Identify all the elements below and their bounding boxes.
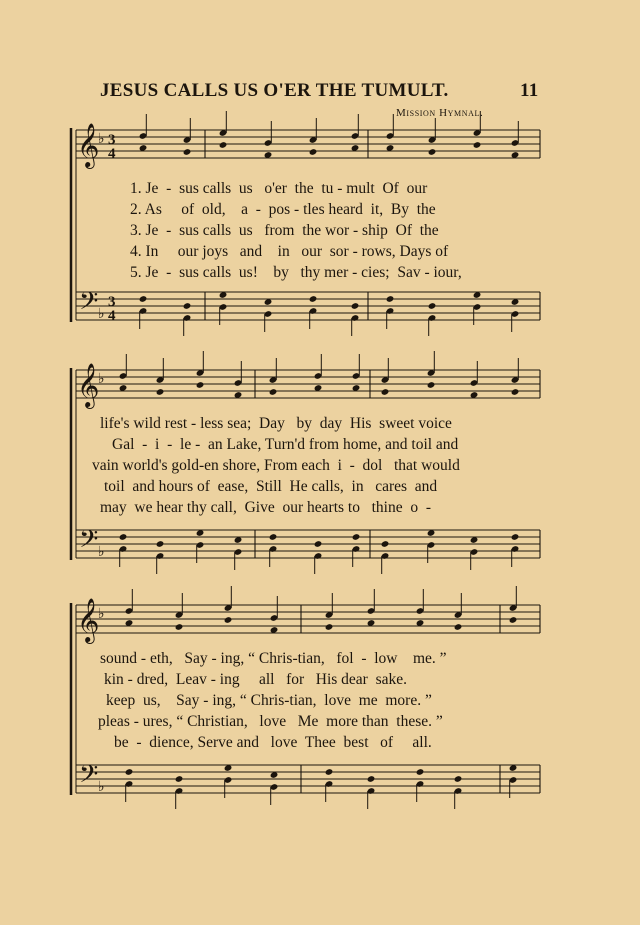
treble-clef-icon: 𝄞 xyxy=(77,598,100,642)
treble-clef-icon: 𝄞 xyxy=(77,363,100,407)
flat-icon: ♭ xyxy=(98,544,105,560)
lyric-line: sound - eth, Say - ing, “ Chris-tian, fol - low me. ” xyxy=(100,650,447,667)
note-head xyxy=(175,775,184,783)
lyric-line: 3. Je - sus calls us from the wor - ship Of the xyxy=(130,222,439,239)
note-head xyxy=(314,540,323,548)
lyric-line: vain world's gold-en shore, From each i - dol that would xyxy=(92,457,460,474)
note-head xyxy=(352,533,361,541)
lyric-line: kin - dred, Leav - ing all for His dear sake. xyxy=(104,671,408,688)
note-head xyxy=(473,141,482,149)
composer-credit: Mission Hymnal. xyxy=(396,107,484,119)
note-head xyxy=(427,381,436,389)
note-head xyxy=(381,388,390,396)
lyric-line: 4. In our joys and in our sor - rows, Days of xyxy=(130,243,449,260)
note-head xyxy=(175,623,184,631)
lyric-line: may we hear thy call, Give our hearts to thine o - xyxy=(100,499,431,516)
note-head xyxy=(416,768,425,776)
lyric-line: keep us, Say - ing, “ Chris-tian, love me more. ” xyxy=(106,692,432,709)
note-head xyxy=(196,381,205,389)
lyric-line: Gal - i - le - an Lake, Turn'd from home, and toil and xyxy=(112,436,459,453)
note-head xyxy=(119,533,128,541)
note-head xyxy=(428,302,437,310)
flat-icon: ♭ xyxy=(98,306,105,322)
bass-clef-icon: 𝄢 xyxy=(79,525,99,560)
note-head xyxy=(511,533,520,541)
note-head xyxy=(309,148,318,156)
time-signature-top: 3 xyxy=(108,132,116,148)
note-head xyxy=(351,302,360,310)
note-head xyxy=(156,540,165,548)
note-head xyxy=(125,768,134,776)
treble-clef-icon: 𝄞 xyxy=(77,123,100,167)
lyric-line: 5. Je - sus calls us! by thy mer - cies; Sav - iour, xyxy=(130,264,462,281)
note-head xyxy=(269,388,278,396)
lyric-line: 2. As of old, a - pos - tles heard it, By the xyxy=(130,201,436,218)
note-head xyxy=(325,768,334,776)
flat-icon: ♭ xyxy=(98,131,105,147)
bass-clef-icon: 𝄢 xyxy=(79,287,99,322)
bass-clef-icon: 𝄢 xyxy=(79,760,99,795)
lyric-line: life's wild rest - less sea; Day by day His sweet voice xyxy=(100,415,452,432)
note-head xyxy=(454,775,463,783)
note-head xyxy=(219,141,228,149)
lyric-line: be - dience, Serve and love Thee best of all. xyxy=(114,734,432,751)
note-head xyxy=(269,533,278,541)
note-head xyxy=(454,623,463,631)
note-head xyxy=(386,295,395,303)
lyric-line: toil and hours of ease, Still He calls, in cares and xyxy=(104,478,438,495)
note-head xyxy=(183,148,192,156)
page-number: 11 xyxy=(520,80,539,101)
note-head xyxy=(309,295,318,303)
note-head xyxy=(139,295,148,303)
note-head xyxy=(325,623,334,631)
note-head xyxy=(428,148,437,156)
flat-icon: ♭ xyxy=(98,779,105,795)
note-head xyxy=(224,616,233,624)
time-signature-bottom: 4 xyxy=(108,308,116,324)
flat-icon: ♭ xyxy=(98,606,105,622)
time-signature-top: 3 xyxy=(108,294,116,310)
note-head xyxy=(511,388,520,396)
lyric-line: 1. Je - sus calls us o'er the tu - mult Of our xyxy=(130,180,428,197)
flat-icon: ♭ xyxy=(98,371,105,387)
time-signature-bottom: 4 xyxy=(108,146,116,162)
note-head xyxy=(156,388,165,396)
note-head xyxy=(367,775,376,783)
lyric-line: pleas - ures, “ Christian, love Me more than these. ” xyxy=(98,713,443,730)
title-text: JESUS CALLS US O'ER THE TUMULT. xyxy=(100,80,449,101)
note-head xyxy=(509,616,518,624)
note-head xyxy=(183,302,192,310)
note-head xyxy=(381,540,390,548)
